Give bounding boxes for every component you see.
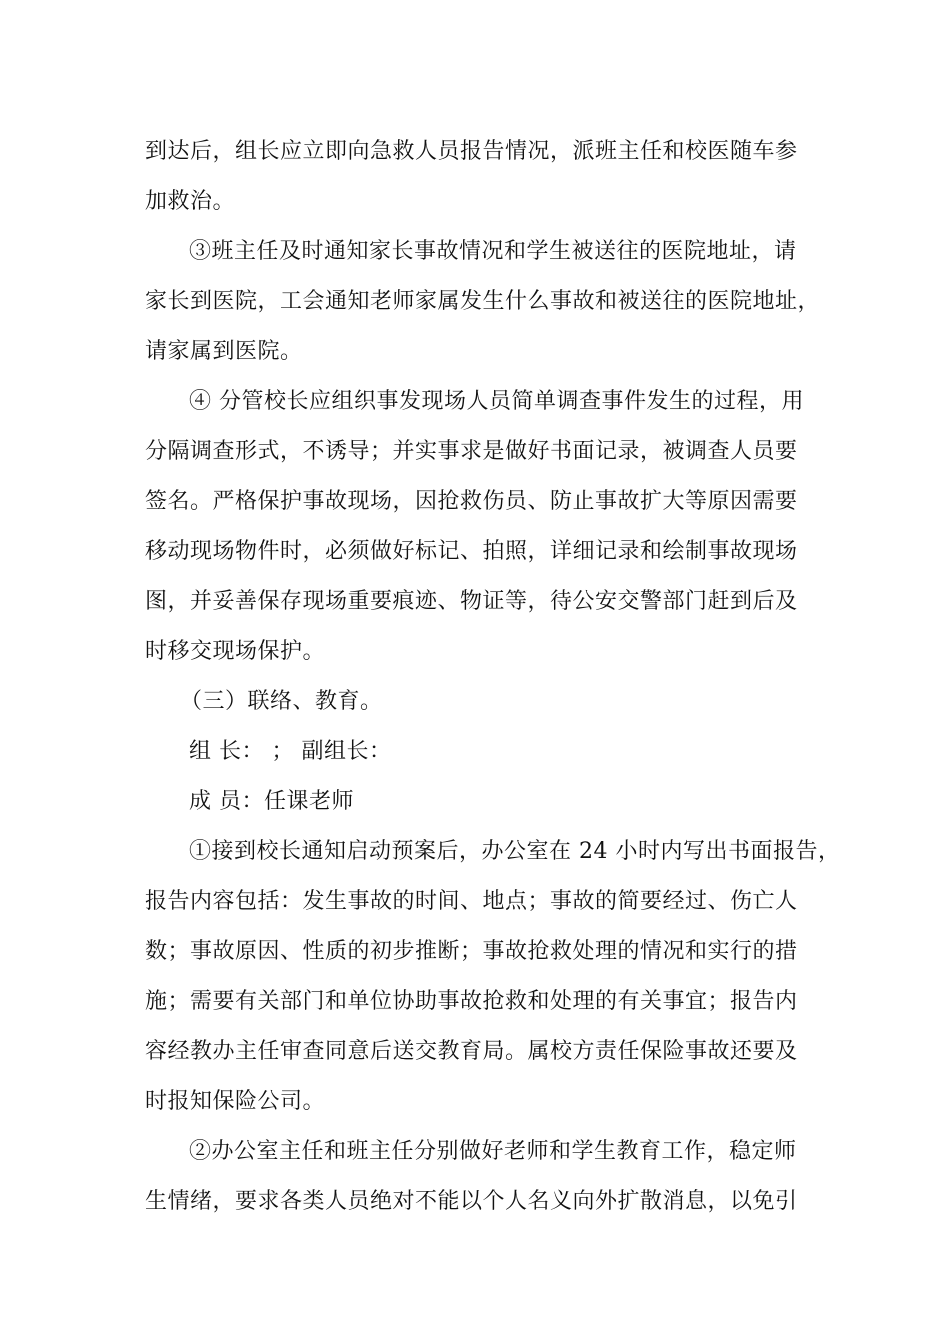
text-line: 图，并妥善保存现场重要痕迹、物证等，待公安交警部门赶到后及 (145, 589, 798, 614)
text-line: 容经教办主任审查同意后送交教育局。属校方责任保险事故还要及 (145, 1039, 798, 1064)
text-line: 加救治。 (145, 189, 236, 214)
text-line: 时移交现场保护。 (145, 639, 326, 664)
text-line: 报告内容包括：发生事故的时间、地点；事故的简要经过、伤亡人 (145, 889, 798, 914)
text-line: 生情绪，要求各类人员绝对不能以个人名义向外扩散消息，以免引 (145, 1189, 798, 1214)
text-line: 家长到医院，工会通知老师家属发生什么事故和被送往的医院地址， (145, 289, 821, 314)
text-line: 分隔调查形式，不诱导；并实事求是做好书面记录，被调查人员要 (145, 439, 798, 464)
paragraph-start-line: ②办公室主任和班主任分别做好老师和学生教育工作，稳定师 (189, 1139, 797, 1164)
text-line: 施；需要有关部门和单位协助事故抢救和处理的有关事宜；报告内 (145, 989, 798, 1014)
text-line: 数；事故原因、性质的初步推断；事故抢救处理的情况和实行的措 (145, 939, 798, 964)
paragraph-start-line: ①接到校长通知启动预案后，办公室在 24 小时内写出书面报告， (189, 839, 841, 864)
text-line: 签名。严格保护事故现场，因抢救伤员、防止事故扩大等原因需要 (145, 489, 798, 514)
group-leader-line: 组 长： ； 副组长： (189, 739, 392, 764)
paragraph-start-line: ④ 分管校长应组织事发现场人员简单调查事件发生的过程，用 (189, 389, 804, 414)
text-line: 请家属到医院。 (145, 339, 303, 364)
text-line: 时报知保险公司。 (145, 1089, 326, 1114)
text-line: 移动现场物件时，必须做好标记、拍照，详细记录和绘制事故现场 (145, 539, 798, 564)
section-heading: （三）联络、教育。 (180, 689, 383, 714)
text-line: 到达后，组长应立即向急救人员报告情况，派班主任和校医随车参 (145, 139, 798, 164)
paragraph-start-line: ③班主任及时通知家长事故情况和学生被送往的医院地址，请 (189, 239, 797, 264)
group-members-line: 成 员：任课老师 (189, 789, 354, 814)
